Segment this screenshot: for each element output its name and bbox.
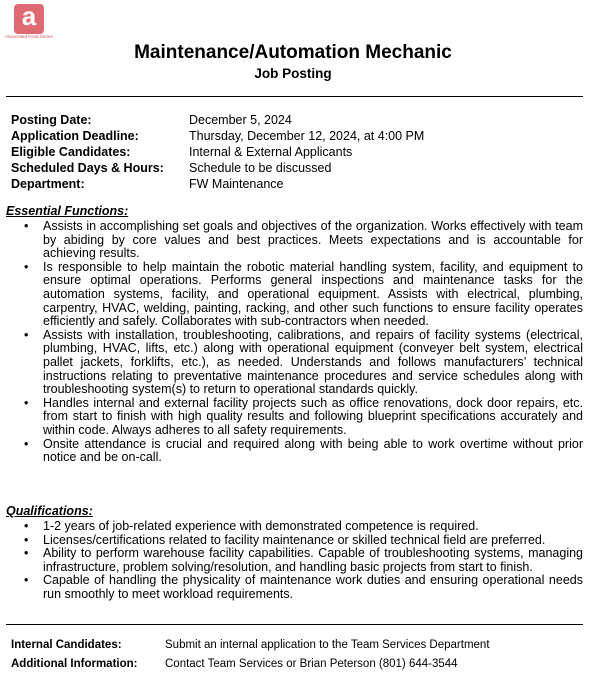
footer-label: Additional Information: bbox=[11, 658, 138, 670]
detail-value: Thursday, December 12, 2024, at 4:00 PM bbox=[189, 129, 425, 143]
list-item bbox=[24, 261, 583, 329]
footer-row-additional bbox=[11, 658, 458, 670]
bullet-icon: • bbox=[24, 546, 29, 561]
qualifications-heading-text: Qualifications bbox=[6, 504, 89, 518]
footer-value: Submit an internal application to the Team Services Department bbox=[165, 639, 490, 651]
bullet-icon: • bbox=[24, 436, 29, 451]
detail-row bbox=[11, 160, 581, 176]
list-item-text: Assists with installation, troubleshooting, calibrations, and repairs of facility systems (electrical, plumbing, HVAC, lifts, etc.) along with operational equipment (conveyer belt system, electrical pallet jackets, forklifts, etc.), as needed. Understands and follows manufacturers’ technical instructions relating to preventative maintenance procedures and service schedules along with troubleshooting system(s) to return to operational standards quickly. bbox=[43, 327, 583, 397]
bullet-icon: • bbox=[24, 395, 29, 410]
detail-value: FW Maintenance bbox=[189, 177, 284, 191]
detail-value: Internal & External Applicants bbox=[189, 145, 353, 159]
footer-divider bbox=[6, 624, 583, 625]
footer-row-internal bbox=[11, 639, 490, 651]
footer-label: Internal Candidates: bbox=[11, 639, 122, 651]
detail-row bbox=[11, 176, 581, 192]
list-item-text: Assists in accomplishing set goals and objectives of the organization. Works effectively with team by abiding by core values and best practices. Meets expectations and is accountable for achieving results. bbox=[43, 219, 583, 261]
list-item-text: Is responsible to help maintain the robotic material handling system, facility, and equipment to ensure optimal operations. Performs general inspections and maintenance tasks for the automation systems, facility, and operational equipment. Assists with electrical, plumbing, carpentry, HVAC, welding, painting, racking, and other such functions to ensure facility operates efficiently and safely. Collaborates with sub-contractors when needed. bbox=[43, 259, 583, 329]
detail-value: December 5, 2024 bbox=[189, 113, 292, 127]
list-item bbox=[24, 397, 583, 438]
list-item bbox=[24, 547, 583, 574]
list-item-text: Handles internal and external facility projects such as office renovations, dock door repairs, etc. from start to finish with high quality results and following blueprint specifications accurately and within code. Always adheres to all safety requirements. bbox=[43, 395, 583, 437]
qualifications-list bbox=[24, 520, 583, 602]
header-divider bbox=[6, 96, 583, 97]
detail-label: Scheduled Days & Hours: bbox=[11, 161, 164, 175]
list-item-text: Onsite attendance is crucial and required along with being able to work overtime without prior notice and be on-call. bbox=[43, 436, 583, 465]
detail-row bbox=[11, 112, 581, 128]
bullet-icon: • bbox=[24, 519, 29, 533]
detail-label: Eligible Candidates: bbox=[11, 145, 131, 159]
detail-row bbox=[11, 144, 581, 160]
list-item bbox=[24, 220, 583, 261]
bullet-icon: • bbox=[24, 573, 29, 588]
job-posting-subtitle: Job Posting bbox=[254, 66, 332, 81]
list-item-text: Ability to perform warehouse facility capabilities. Capable of troubleshooting systems, managing infrastructure, problem solving/resolution, and handling basic projects from start to finish. bbox=[43, 546, 583, 574]
list-item-text: Capable of handling the physicality of maintenance work duties and ensuring operational needs run smoothly to meet workload requirements. bbox=[43, 573, 583, 601]
list-item-text: Licenses/certifications related to facility maintenance or skilled technical field are preferred. bbox=[43, 532, 546, 547]
detail-value: Schedule to be discussed bbox=[189, 161, 332, 175]
detail-row bbox=[11, 128, 581, 144]
job-title: Maintenance/Automation Mechanic bbox=[134, 42, 452, 63]
detail-label: Department: bbox=[11, 177, 85, 191]
logo-mark bbox=[14, 1, 44, 34]
qualifications-heading bbox=[6, 504, 93, 518]
company-logo bbox=[5, 1, 57, 40]
essential-functions-list bbox=[24, 220, 583, 465]
detail-label: Application Deadline: bbox=[11, 129, 139, 143]
logo-tagline: Associated Food Stores bbox=[5, 34, 53, 39]
list-item bbox=[24, 520, 583, 534]
essential-functions-heading: Essential Functions: bbox=[6, 204, 129, 218]
list-item-text: 1-2 years of job-related experience with demonstrated competence is required. bbox=[43, 519, 479, 533]
detail-label: Posting Date: bbox=[11, 113, 92, 127]
list-item bbox=[24, 534, 583, 548]
posting-details bbox=[11, 112, 581, 192]
bullet-icon: • bbox=[24, 532, 29, 547]
footer-value: Contact Team Services or Brian Peterson (801) 644-3544 bbox=[165, 658, 458, 670]
list-item bbox=[24, 438, 583, 465]
list-item bbox=[24, 329, 583, 397]
logo-letter: a bbox=[21, 1, 37, 31]
list-item bbox=[24, 574, 583, 601]
bullet-icon: • bbox=[24, 259, 29, 274]
bullet-icon: • bbox=[24, 219, 29, 233]
bullet-icon: • bbox=[24, 327, 29, 342]
qualifications-heading-colon: : bbox=[88, 504, 93, 518]
